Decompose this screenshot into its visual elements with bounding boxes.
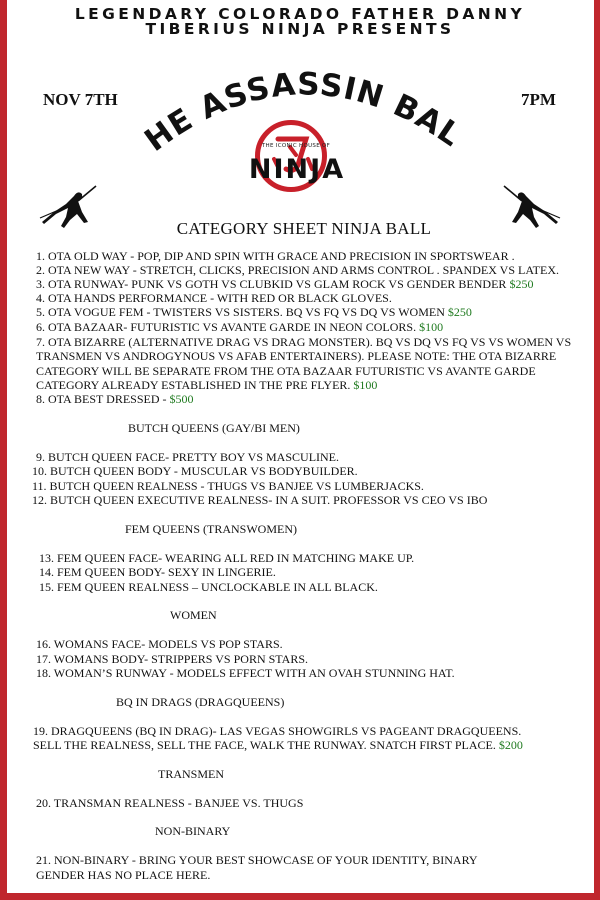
event-title: THE ASSASSIN BALL — [108, 34, 468, 159]
category-19-line-1: 19. DRAGQUEENS (BQ IN DRAG)- LAS VEGAS SHOWGIRLS VS PAGEANT DRAGQUEENS. — [33, 724, 522, 738]
category-8: 8. OTA BEST DRESSED - $500 — [36, 392, 194, 406]
presenter-line-2: TIBERIUS NINJA PRESENTS — [145, 20, 455, 38]
category-10: 10. BUTCH QUEEN BODY - MUSCULAR VS BODYBUILDER. — [32, 464, 358, 478]
category-18: 18. WOMAN’S RUNWAY - MODELS EFFECT WITH AN OVAH STUNNING HAT. — [36, 666, 455, 680]
category-4: 4. OTA HANDS PERFORMANCE - WITH RED OR BLACK GLOVES. — [36, 291, 392, 305]
category-5: 5. OTA VOGUE FEM - TWISTERS VS SISTERS. BQ VS FQ VS DQ VS WOMEN $250 — [36, 305, 472, 319]
house-of-ninja-logo — [236, 117, 366, 197]
category-8-price: $500 — [169, 392, 194, 406]
category-21-line-1: 21. NON-BINARY - BRING YOUR BEST SHOWCASE OF YOUR IDENTITY, BINARY — [36, 853, 478, 867]
category-21-line-2: GENDER HAS NO PLACE HERE. — [36, 868, 211, 882]
category-7-line-2: TRANSMEN VS ANDROGYNOUS VS AFAB ENTERTAINERS). PLEASE NOTE: THE OTA BIZARRE — [36, 349, 557, 363]
category-16: 16. WOMANS FACE- MODELS VS POP STARS. — [36, 637, 283, 651]
category-1: 1. OTA OLD WAY - POP, DIP AND SPIN WITH GRACE AND PRECISION IN SPORTSWEAR . — [36, 249, 515, 263]
category-12: 12. BUTCH QUEEN EXECUTIVE REALNESS- IN A SUIT. PROFESSOR VS CEO VS IBO — [32, 493, 488, 507]
category-3: 3. OTA RUNWAY- PUNK VS GOTH VS CLUBKID VS GLAM ROCK VS GENDER BENDER $250 — [36, 277, 534, 291]
category-14: 14. FEM QUEEN BODY- SEXY IN LINGERIE. — [39, 565, 276, 579]
category-20: 20. TRANSMAN REALNESS - BANJEE VS. THUGS — [36, 796, 304, 810]
logo-tagline: THE ICONIC HOUSE OF — [261, 143, 331, 149]
event-time: 7PM — [521, 90, 556, 109]
sheet-title: CATEGORY SHEET NINJA BALL — [176, 219, 432, 238]
category-9: 9. BUTCH QUEEN FACE- PRETTY BOY VS MASCULINE. — [36, 450, 340, 464]
fem-queens-heading: FEM QUEENS (TRANSWOMEN) — [125, 522, 297, 536]
category-19-price: $200 — [498, 738, 523, 752]
transmen-heading: TRANSMEN — [158, 767, 225, 781]
drag-queens-heading: BQ IN DRAGS (DRAGQUEENS) — [116, 695, 285, 709]
category-11: 11. BUTCH QUEEN REALNESS - THUGS VS BANJEE VS LUMBERJACKS. — [32, 479, 424, 493]
category-19-line-2: SELL THE REALNESS, SELL THE FACE, WALK THE RUNWAY. SNATCH FIRST PLACE. $200 — [33, 738, 523, 752]
category-7-line-4: CATEGORY ALREADY ESTABLISHED IN THE PRE FLYER. $100 — [36, 378, 378, 392]
non-binary-heading: NON-BINARY — [155, 824, 231, 838]
presenter-line-1: LEGENDARY COLORADO FATHER DANNY — [74, 5, 526, 23]
category-15: 15. FEM QUEEN REALNESS – UNCLOCKABLE IN ALL BLACK. — [39, 580, 378, 594]
frame-bottom-border — [0, 893, 600, 900]
category-6: 6. OTA BAZAAR- FUTURISTIC VS AVANTE GARDE IN NEON COLORS. $100 — [36, 320, 444, 334]
category-7-price: $100 — [353, 378, 378, 392]
frame-left-border — [0, 0, 7, 900]
category-17: 17. WOMANS BODY- STRIPPERS VS PORN STARS. — [36, 652, 308, 666]
event-date: NOV 7TH — [43, 90, 118, 109]
category-6-price: $100 — [419, 320, 444, 334]
category-7-line-1: 7. OTA BIZARRE (ALTERNATIVE DRAG VS DRAG MONSTER). BQ VS DQ VS FQ VS VS WOMEN VS — [36, 335, 572, 349]
butch-queens-heading: BUTCH QUEENS (GAY/BI MEN) — [128, 421, 300, 435]
category-5-price: $250 — [447, 305, 472, 319]
logo-wordmark: NINJA — [248, 154, 346, 185]
frame-right-border — [594, 0, 600, 900]
category-3-price: $250 — [509, 277, 534, 291]
category-13: 13. FEM QUEEN FACE- WEARING ALL RED IN MATCHING MAKE UP. — [39, 551, 415, 565]
category-7-line-3: CATEGORY WILL BE SEPARATE FROM THE OTA BAZAAR FUTURISTIC VS AVANTE GARDE — [36, 364, 536, 378]
women-heading: WOMEN — [170, 608, 217, 622]
category-2: 2. OTA NEW WAY - STRETCH, CLICKS, PRECISION AND ARMS CONTROL . SPANDEX VS LATEX. — [36, 263, 559, 277]
